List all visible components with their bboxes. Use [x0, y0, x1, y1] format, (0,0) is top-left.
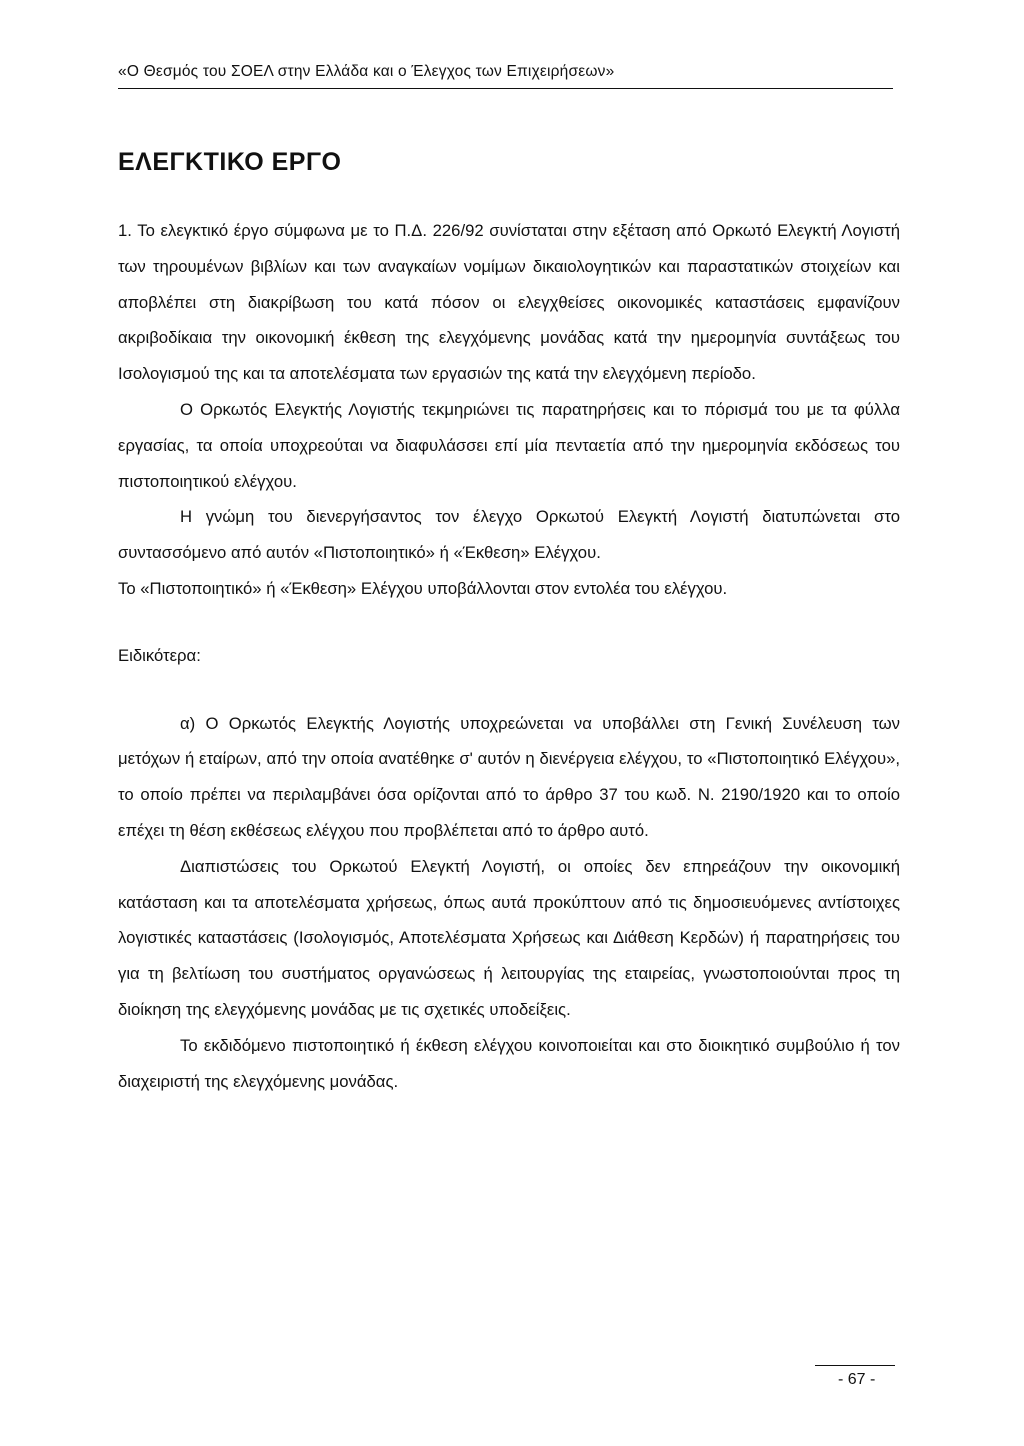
paragraph-6: Το εκδιδόμενο πιστοποιητικό ή έκθεση ελέγχου κοινοποιείται και στο διοικητικό συμβούλιο ή τον διαχειριστή της ελεγχόμενης μονάδας. — [118, 1035, 900, 1091]
footer-rule — [815, 1365, 895, 1366]
list-item-a: α) Ο Ορκωτός Ελεγκτής Λογιστής υποχρεώνεται να υποβάλλει στη Γενική Συνέλευση των μετόχων ή εταίρων, από την οποία ανατέθηκε σ' αυτόν η διενέργεια ελέγχου, το «Πιστοποιητικό Ελέγχου», το οποίο πρέπει να περιλαμβάνει όσα ορίζονται από το άρθρο 37 του κωδ. Ν. 2190/1920 και το οποίο επέχει τη θέση εκθέσεως ελέγχου που προβλέπεται από το άρθρο αυτό. — [118, 713, 900, 840]
spacer — [118, 607, 900, 638]
paragraph-1: 1. Το ελεγκτικό έργο σύμφωνα με το Π.Δ. 226/92 συνίσταται στην εξέταση από Ορκωτό Ελεγκτή Λογιστή των τηρουμένων βιβλίων και των αναγκαίων νομίμων δικαιολογητικών και παραστατικών στοιχείων και αποβλέπει στη διακρίβωση του κατά πόσον οι ελεγχθείσες οικονομικές καταστάσεις εμφανίζουν ακριβοδίκαια την οικονομική έκθεση της ελεγχόμενης μονάδας κατά την ημερομηνία συντάξεως του Ισολογισμού της και τα αποτελέσματα των εργασιών της κατά την ελεγχόμενη περίοδο. — [118, 221, 900, 384]
section-title: ΕΛΕΓΚΤΙΚΟ ΕΡΓΟ — [118, 148, 342, 176]
running-header: «Ο Θεσμός του ΣΟΕΛ στην Ελλάδα και ο Έλεγχος των Επιχειρήσεων» — [118, 63, 615, 80]
body-text — [118, 213, 900, 1099]
spacer — [118, 674, 900, 706]
paragraph-2: Ο Ορκωτός Ελεγκτής Λογιστής τεκμηριώνει τις παρατηρήσεις και το πόρισμά του με τα φύλλα εργασίας, τα οποία υποχρεούται να διαφυλάσσει επί μία πενταετία από την ημερομηνία εκδόσεως του πιστοποιητικού ελέγχου. — [118, 399, 900, 491]
page-number: - 67 - — [838, 1371, 876, 1388]
paragraph-3: Η γνώμη του διενεργήσαντος τον έλεγχο Ορκωτού Ελεγκτή Λογιστή διατυπώνεται στο συντασσόμενο από αυτόν «Πιστοποιητικό» ή «Έκθεση» Ελέγχου. — [118, 507, 900, 563]
paragraph-5: Διαπιστώσεις του Ορκωτού Ελεγκτή Λογιστή, οι οποίες δεν επηρεάζουν την οικονομική κατάσταση και τα αποτελέσματα χρήσεως, όπως αυτά προκύπτουν από τις δημοσιευόμενες αντίστοιχες λογιστικές καταστάσεις (Ισολογισμός, Αποτελέσματα Χρήσεως και Διάθεση Κερδών) ή παρατηρήσεις του για τη βελτίωση του συστήματος οργανώσεως ή λειτουργίας της εταιρείας, γνωστοποιούνται προς τη διοίκηση της ελεγχόμενης μονάδας με τις σχετικές υποδείξεις. — [118, 856, 900, 1019]
specifically-label: Ειδικότερα: — [118, 645, 201, 665]
paragraph-4: Το «Πιστοποιητικό» ή «Έκθεση» Ελέγχου υποβάλλονται στον εντολέα του ελέγχου. — [118, 578, 728, 598]
header-rule — [118, 88, 893, 89]
